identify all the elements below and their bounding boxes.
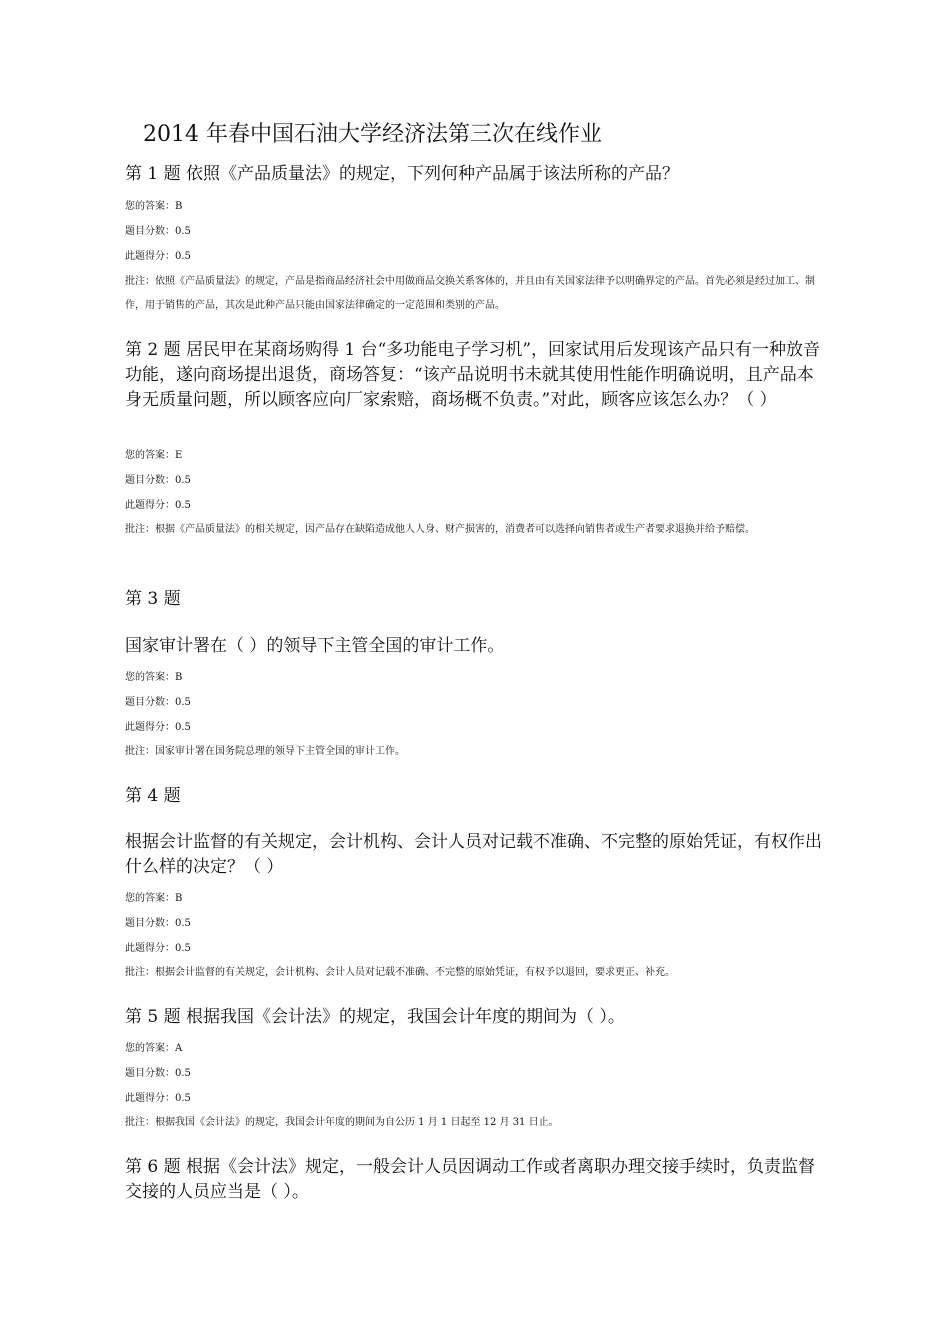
question-2-note: 批注：根据《产品质量法》的相关规定，因产品存在缺陷造成他人人身、财产损害的，消费者可以选择向销售者或生产者要求退换并给予赔偿。	[125, 524, 755, 535]
question-3-heading: 国家审计署在（ ）的领导下主管全国的审计工作。	[125, 636, 505, 656]
question-3-note: 批注：国家审计署在国务院总理的领导下主管全国的审计工作。	[125, 746, 405, 757]
question-4-earned: 此题得分：0.5	[125, 943, 191, 954]
question-1-note: 批注：依照《产品质量法》的规定，产品是指商品经济社会中用做商品交换关系客体的，并且由有关国家法律予以明确界定的产品。首先必须是经过加工、制作，用于销售的产品，其次是此种产品只能由国家法律确定的一定范围和类别的产品。	[125, 276, 815, 311]
question-5-earned: 此题得分：0.5	[125, 1093, 191, 1104]
document-title: 2014 年春中国石油大学经济法第三次在线作业	[143, 122, 602, 147]
question-4-answer: 您的答案：B	[125, 893, 183, 904]
question-2-earned: 此题得分：0.5	[125, 500, 191, 511]
question-5-score: 题目分数：0.5	[125, 1068, 191, 1079]
question-3-earned: 此题得分：0.5	[125, 722, 191, 733]
question-3-score: 题目分数：0.5	[125, 697, 191, 708]
question-1-answer: 您的答案：B	[125, 201, 183, 212]
question-4-score: 题目分数：0.5	[125, 918, 191, 929]
question-3-answer: 您的答案：B	[125, 672, 183, 683]
question-1-score: 题目分数：0.5	[125, 226, 191, 237]
question-3-label: 第 3 题	[125, 589, 181, 609]
question-6-heading: 第 6 题 根据《会计法》规定，一般会计人员因调动工作或者离职办理交接手续时，负责监督交接的人员应当是（ ）。	[125, 1157, 816, 1202]
question-5-note: 批注：根据我国《会计法》的规定，我国会计年度的期间为自公历 1 月 1 日起至 12 月 31 日止。	[125, 1117, 559, 1128]
question-1-earned: 此题得分：0.5	[125, 251, 191, 262]
question-4-heading: 根据会计监督的有关规定，会计机构、会计人员对记载不准确、不完整的原始凭证，有权作出什么样的决定？（ ）	[125, 832, 822, 877]
question-2-score: 题目分数：0.5	[125, 475, 191, 486]
question-5-answer: 您的答案：A	[125, 1043, 183, 1054]
question-2-heading: 第 2 题 居民甲在某商场购得 1 台“多功能电子学习机”，回家试用后发现该产品只有一种放音功能，遂向商场提出退货，商场答复：“该产品说明书未就其使用性能作明确说明，且产品本身无质量问题，所以顾客应向厂家索赔，商场概不负责。”对此，顾客应该怎么办？（ ）	[125, 340, 821, 410]
question-2-answer: 您的答案：E	[125, 450, 183, 461]
question-5-heading: 第 5 题 根据我国《会计法》的规定，我国会计年度的期间为（ ）。	[125, 1007, 625, 1027]
question-1-heading: 第 1 题 依照《产品质量法》的规定，下列何种产品属于该法所称的产品？	[125, 164, 680, 184]
question-4-label: 第 4 题	[125, 786, 181, 806]
question-4-note: 批注：根据会计监督的有关规定，会计机构、会计人员对记载不准确、不完整的原始凭证，有权予以退回，要求更正、补充。	[125, 967, 675, 978]
